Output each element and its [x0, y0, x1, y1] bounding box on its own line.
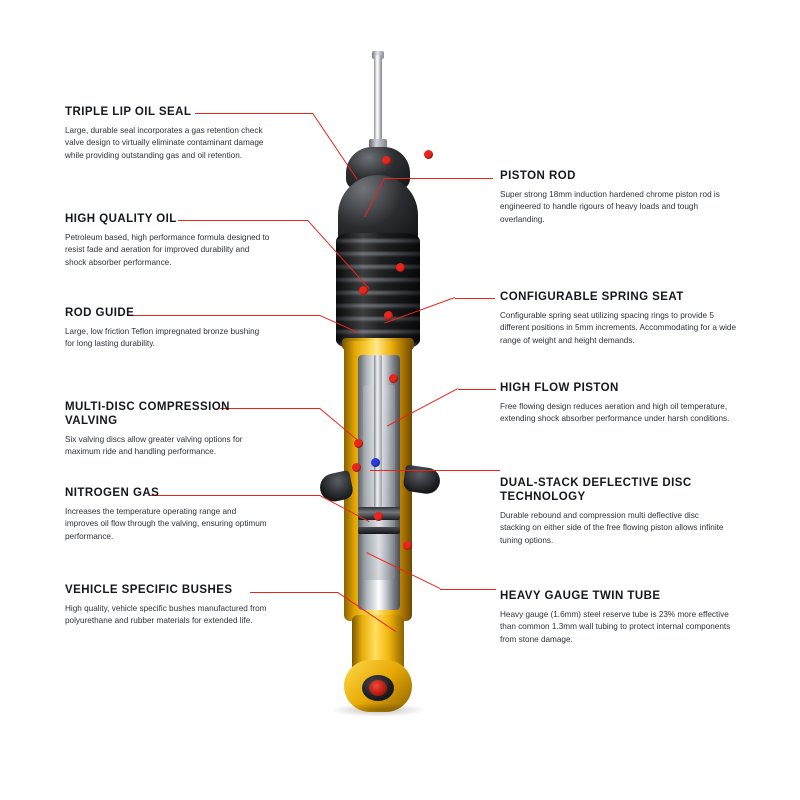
shock-absorber-illustration [300, 55, 500, 695]
piston-rod-shaft [374, 55, 382, 147]
callout-high-flow-piston [500, 381, 732, 426]
leader-line-configurable-spring-seat [455, 298, 495, 299]
callout-title-triple-lip-oil-seal: TRIPLE LIP OIL SEAL [65, 106, 192, 118]
callout-title-nitrogen-gas: NITROGEN GAS [65, 487, 160, 499]
hotspot-nitrogen-gas [374, 512, 383, 521]
callout-rod-guide [65, 306, 270, 351]
callout-dual-stack-deflective-disc-technology [500, 476, 728, 547]
leader-line-high-flow-piston [458, 389, 496, 390]
callout-body-high-quality-oil: Petroleum based, high performance formula designed to resist fade and aeration for improved durability and shock absorber performance. [65, 233, 270, 267]
callout-body-dual-stack-deflective-disc-technology: Durable rebound and compression multi deflective disc stacking on either side of the free flowing piston allows infinite tuning options. [500, 511, 724, 545]
callout-body-vehicle-specific-bushes: High quality, vehicle specific bushes manufactured from polyurethane and rubber materials for extended life. [65, 604, 267, 626]
hotspot-triple-lip-oil-seal [382, 156, 391, 165]
callout-body-nitrogen-gas: Increases the temperature operating range and improves oil flow through the valving, ensuring optimum performance. [65, 507, 267, 541]
callout-body-configurable-spring-seat: Configurable spring seat utilizing spacing rings to provide 5 different positions in 5mm increments. Accommodating for a wide range of weight and height demands. [500, 311, 737, 345]
callout-nitrogen-gas [65, 486, 270, 543]
leader-line-heavy-gauge-twin-tube [440, 589, 496, 590]
bellows-boot-shading [336, 233, 420, 348]
callout-body-rod-guide: Large, low friction Teflon impregnated bronze bushing for long lasting durability. [65, 327, 260, 349]
hotspot-dual-stack-disc [371, 458, 380, 467]
hotspot-multi-disc-compression-valving [354, 439, 363, 448]
callout-body-high-flow-piston: Free flowing design reduces aeration and high oil temperature, extending shock absorber performance under harsh conditions. [500, 402, 730, 424]
hotspot-high-flow-piston [389, 374, 398, 383]
callout-body-heavy-gauge-twin-tube: Heavy gauge (1.6mm) steel reserve tube is 23% more effective than common 1.3mm wall tubing to protect internal components from stone damage. [500, 610, 731, 644]
hotspot-piston-rod [424, 150, 433, 159]
callout-configurable-spring-seat [500, 290, 738, 347]
callout-title-high-flow-piston: HIGH FLOW PISTON [500, 382, 619, 394]
hotspot-rod-guide [359, 286, 368, 295]
callout-title-piston-rod: PISTON ROD [500, 170, 576, 182]
callout-multi-disc-compression-valving [65, 400, 270, 459]
callout-body-triple-lip-oil-seal: Large, durable seal incorporates a gas retention check valve design to virtually eliminate contaminant damage while providing outstanding gas and oil retention. [65, 126, 264, 160]
hotspot-high-quality-oil [396, 263, 405, 272]
leader-line-dual-stack-2 [370, 470, 422, 471]
callout-body-multi-disc-compression-valving: Six valving discs allow greater valving options for maximum ride and handling performance. [65, 435, 243, 457]
disc-stack [358, 527, 400, 534]
leader-line-piston-rod [385, 178, 493, 179]
callout-title-rod-guide: ROD GUIDE [65, 307, 135, 319]
callout-title-heavy-gauge-twin-tube: HEAVY GAUGE TWIN TUBE [500, 590, 661, 602]
callout-heavy-gauge-twin-tube [500, 589, 736, 646]
callout-title-multi-disc-compression-valving: MULTI-DISC COMPRESSION VALVING [65, 401, 230, 427]
callout-title-high-quality-oil: HIGH QUALITY OIL [65, 213, 177, 225]
callout-vehicle-specific-bushes [65, 583, 270, 628]
callout-title-dual-stack-deflective-disc-technology: DUAL-STACK DEFLECTIVE DISC TECHNOLOGY [500, 477, 692, 503]
callout-high-quality-oil [65, 212, 270, 269]
callout-title-vehicle-specific-bushes: VEHICLE SPECIFIC BUSHES [65, 584, 233, 596]
callout-body-piston-rod: Super strong 18mm induction hardened chrome piston rod is engineered to handle rigours of heavy loads and tough overlanding. [500, 190, 720, 224]
callout-title-configurable-spring-seat: CONFIGURABLE SPRING SEAT [500, 291, 684, 303]
callout-triple-lip-oil-seal [65, 105, 270, 162]
hotspot-heavy-gauge-twin-tube [403, 541, 412, 550]
leader-line-dual-stack [420, 470, 500, 471]
hotspot-configurable-spring-seat [384, 311, 393, 320]
vehicle-specific-bush [369, 680, 387, 696]
callout-piston-rod [500, 169, 736, 226]
inner-piston-rod [374, 355, 382, 507]
hotspot-dual-stack-disc-secondary [352, 463, 361, 472]
ground-shadow [330, 703, 426, 717]
